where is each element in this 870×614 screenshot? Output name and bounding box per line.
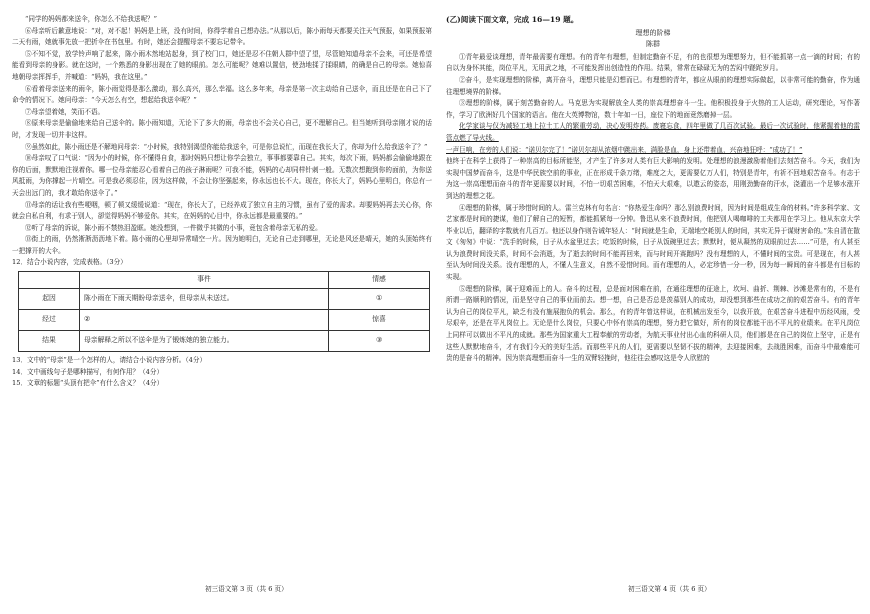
table-header-row bbox=[19, 272, 430, 289]
paragraph: ③理想的阶梯，属于刻苦勤奋的人。马克思为实现解放全人类的崇高理想奋斗一生。他积极投身于火热的工人运动，研究理论，写作著作，学习了欧洲好几个国家的语言。他在大英博物馆，数十年如一日，座位下的地面竟然磨掉一层。 bbox=[446, 99, 860, 119]
event-emotion-table bbox=[18, 271, 430, 352]
table-cell: ② bbox=[80, 310, 329, 331]
table-cell: 结果 bbox=[19, 331, 80, 352]
paragraph: ②奋斗，是实现理想的阶梯，离开奋斗，理想只能是幻想而已。有理想的青年，都应从眼前的理想实际做起，以非常可能的勤奋，作为通往理想境界的阶梯。 bbox=[446, 75, 860, 96]
section-title: (乙)阅读下面文章，完成 16—19 题。 bbox=[446, 15, 579, 24]
paragraph: ⑤理想的阶梯，属于迎难而上的人。奋斗的过程，总是面对困难在前，在通往理想的征途上，坎坷、曲折、荆棘、沙滩是常有的，不是有所谓一路顺利的情况，而是坚守自己的事业而前去。想一想，自己是否总是羡慕别人的成功，却没想到那些在成功之前的艰苦奋斗。有的青年认为自己的岗位平凡，缺乏有没有施展抱负的机会。那么，有的青年曾这样说，在机械出发至今，以我开放，在艰苦奋斗进程中历经风雨，受尽艰辛，还是在平凡岗位上。无论是什么岗位，只要心中怀有崇高的理想，努力把它做好，所有的岗位都能干出不平凡的业绩来。在平凡岗位上同样可以做出不平凡的成就。那些为国家重大工程奉献的劳动者，为航天事业付出心血的科研人员，他们都是在自己的岗位上坚守，正是有这些人默默地奋斗，才有我们今天的美好生活。而那些平凡的人们，更需要以坚韧不拔的精神，去迎接困难，去战胜困难，而奋斗中最难能可贵的是奋斗的精神。因为崇高理想而奋斗一生的双臂轻挽时，他往往会感叹这是令人欣慰的 bbox=[446, 284, 860, 363]
table-row bbox=[19, 310, 430, 331]
table-cell: ③ bbox=[329, 331, 430, 352]
table-cell: 惊喜 bbox=[329, 310, 430, 331]
right-column bbox=[446, 14, 860, 365]
paragraph: ⑦母亲望着她，笑而不语。 bbox=[25, 107, 105, 116]
underlined-sentence: 一声巨响，在旁的人们说：“诺贝尔完了！”诺贝尔却从浓烟中跳出来，满脸是血，身上还带着血，兴奋地狂呼：“成功了！” bbox=[446, 145, 803, 154]
question-13: 13．文中的“母亲”是一个怎样的人，请结合小说内容分析。（4分） bbox=[12, 356, 207, 365]
page-footer-left: 初三语文第 3 页（共 6 页） bbox=[205, 585, 288, 593]
table-header-cell: 情感 bbox=[329, 272, 430, 289]
left-story-paragraphs bbox=[12, 14, 432, 257]
paragraph: ⑫听了母亲的诉说，陈小雨不禁热泪盈眶。她没想到，一件微乎其微的小事，竟包含着母亲无私的爱。 bbox=[25, 223, 322, 232]
right-article-paragraphs bbox=[446, 52, 860, 365]
article-title: 理想的阶梯 bbox=[635, 28, 671, 37]
table-row bbox=[19, 331, 430, 352]
table-cell: 起因 bbox=[19, 289, 80, 310]
paragraph: “同学的妈妈都来送伞，你怎么不给我送呢？” bbox=[25, 15, 158, 23]
paragraph bbox=[446, 121, 860, 144]
table-cell: ① bbox=[329, 289, 430, 310]
table-header-cell: 事件 bbox=[80, 272, 329, 289]
paragraph: ⑥母亲听后歉意地说：“对，对不起！妈妈是上班，没有时间，你得学着自己想办法。”从那以后，陈小雨每天都要关注天气预报，如果预报第二天有雨，她就事先放一把折伞在书包里。有时，她还会提醒母亲不要忘记带伞。 bbox=[12, 26, 432, 47]
paragraph: ⑧原来母亲是偷偷地来给自己送伞的。陈小雨知道，无论下了多大的雨，母亲也不会关心自己，更不理解自己。但当她听到母亲刚才说的话时，才发现一切并非这样。 bbox=[12, 119, 432, 139]
table-row bbox=[19, 289, 430, 310]
paragraph: ⑤不知不觉，放学铃声响了起来，陈小雨木然地站起身，到了校门口，她还是忍不住朝人群中望了望，尽管她知道母亲不会来，可还是希望能看到母亲的身影。就在这时，一个熟悉的身影出现在了她的眼前。怎么可能呢？她难以置信，使劲地揉了揉眼睛，的确是自己的母亲。她惊喜地朝母亲挥挥手，并喊道：“妈妈，我在这里。” bbox=[12, 49, 432, 81]
paragraph: ④理想的阶梯，属于珍惜时间的人。雷兰克林有句名言：“你热爱生命吗？那么别浪费时间，因为时间是组成生命的材料。”许多科学家、文艺家都是时间的捷谋，他们了解自己的短暂，都能抓紧每一分钟。鲁迅从来不浪费时间，他把别人喝咖啡的工夫都用在学习上。他从东京大学毕业以后，翻译的字数就有几百万。他还以身作则告诫年轻人：“时间就是生命，无端地空耗别人的时间，其实无异于谋财害命的。”朱自清在散文《匆匆》中说：“洗手的时候，日子从水盆里过去；吃饭的时候，日子从饭碗里过去；默默时，便从凝然的双眼前过去……”可是，有人甚至认为浪费时间没关系，时间不会消逝，为了逝去的时间不能再回来，而与时间开赛跑吗？没有理想的人，不懂时间的宝贵。可是现在，有人甚至认为时间没关系。没有理想的人，不懂人生意义，自然不爱惜时间。而有理想的人，必定珍惜一分一秒，因为每一瞬间的奋斗都是有目标的实现。 bbox=[446, 203, 860, 282]
paragraph: 他终于在科学上获得了一种崇高的目标所能坚，才产生了许多对人类有巨大影响的发明。处理想的浪漫激励着他们去刻苦奋斗。今天，我们为实现中国梦而奋斗，这是中华民族空前的事业，正在形成千条万绪，难度之大，更需要亿万人们，特别是青年，有祈不回地艰苦奋斗。有志于为这一崇高理想而奋斗的青年更需要以时间，不怕一切艰苦困难，不怕天大艰难，以遨云的姿态，用刚劲勤奋的汗水，浇灌出一个足够水涨开到达的理想之花。 bbox=[446, 157, 860, 200]
question-14: 14．文中画线句子是哪种描写，有何作用？（4分） bbox=[12, 367, 164, 376]
question-15: 15．文章的标题“头顶有把伞”有什么含义？（4分） bbox=[12, 379, 164, 388]
article-author: 陈群 bbox=[646, 40, 660, 49]
underlined-sentence: 化学家谈与仅为减轻工地上拉土工人的繁重劳动，决心发明炸药。废寝忘食，四年里做了几百次试验。最后一次试验时，他紧握着他的雷管点燃了导火线。 bbox=[446, 122, 860, 142]
table-cell: 经过 bbox=[19, 310, 80, 331]
paragraph: ⑨虽然如此，陈小雨还是不解地问母亲：“小时候，我特别渴望你能给我送伞，可是你总说忙，而现在我长大了，你却为什么给我送伞了？” bbox=[25, 142, 428, 151]
paragraph: ⑪母亲的话让我有些哽咽，顿了顿又缓缓说道：“现在，你长大了，已经养成了独立自主的习惯，虽有了爱的需求。却要妈妈再去关心你，你就会自私自利，有求于别人，卻觉得妈妈不够爱你。其实，在妈妈的心目中，你永远都是最重要的。” bbox=[12, 200, 432, 221]
table-cell: 母亲解释之所以不送伞是为了锻炼她的独立能力。 bbox=[80, 331, 329, 352]
paragraph: ①青年最爱谈理想，青年最需要有理想。有的青年有理想，但制定勤奋不足，有的也很想为理想努力，但不能抓第一点一滴的时间；有的自以为身怀其能，岗位平凡，无用武之地，不可能发挥出创造性的作用。结果，常常在碌碌无为的苦闷中蹉跎岁月。 bbox=[446, 52, 860, 73]
paragraph bbox=[446, 145, 860, 157]
page-footer-right: 初三语文第 4 页（共 6 页） bbox=[628, 585, 711, 593]
paragraph: ⑥看着母亲送来的雨伞，陈小雨觉得是那么激动，那么高兴，那么幸福。这么多年来，母亲是第一次主动给自己送伞，而且还是在自己下了命令的情况下。她问母亲：“今天怎么有空，想起给我送伞呢？” bbox=[12, 84, 432, 105]
paragraph: ⑩母亲叹了口气说：“因为小的时候，你不懂得自食，那时妈妈只想让你学会独立，事事都要靠自己。其实，每次下雨，妈妈都会偷偷地跟在你的后面，默默地注视着你。哪一位母亲能忍心看着自己的孩子淋雨呢？可我不能，妈妈的心却同样针刺一般。无数次想跑到你的面前，为你送风抵雨，为你撑起一片晴空。可是我必须忍住，因为这样做，不会让你坚强起来，你永远也长不大。现在，你长大了，妈妈心里明白，你总有一天会出远门的，我才敢给你送伞了。” bbox=[12, 154, 432, 197]
question-12: 12．结合小说内容，完成表格。（3分） bbox=[12, 258, 127, 267]
table-cell: 陈小雨在下雨天期盼母亲送伞，但母亲从未送过。 bbox=[80, 289, 329, 310]
paragraph: ⑬街上的雨，仍然淅淅沥沥地下着。陈小雨的心里却异常晴空一片。因为她明白，无论自己走到哪里，无论是风还是晴天，她的头顶始终有一把撑开的大伞。 bbox=[12, 235, 432, 255]
table-header-cell bbox=[19, 272, 80, 289]
left-column bbox=[12, 14, 432, 390]
